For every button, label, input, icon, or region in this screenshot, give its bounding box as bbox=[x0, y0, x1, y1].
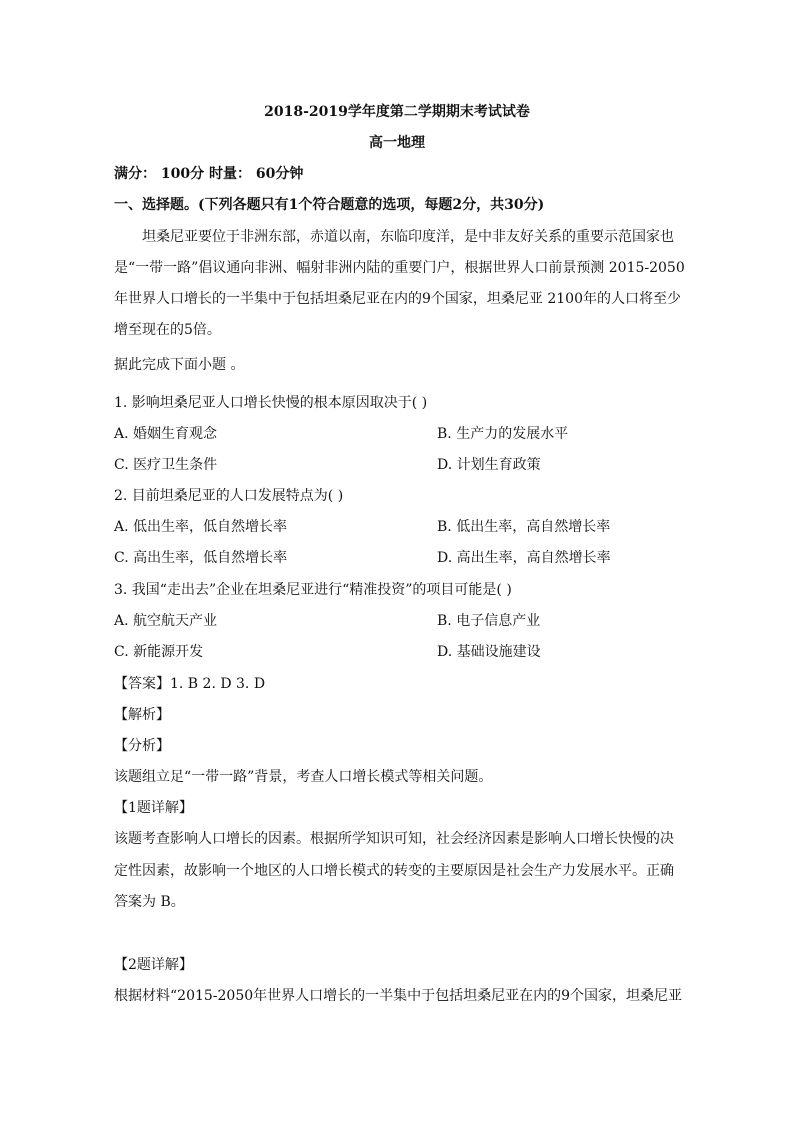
section-heading: 一、选择题。(下列各题只有1个符合题意的选项，每题2分，共30分) bbox=[114, 197, 545, 213]
document-subtitle: 高一地理 bbox=[369, 135, 425, 151]
question-2-option-c: C. 高出生率，低自然增长率 bbox=[114, 550, 288, 566]
fenxi-text: 该题组立足“一带一路”背景，考查人口增长模式等相关问题。 bbox=[114, 769, 493, 785]
question-2-option-a: A. 低出生率，低自然增长率 bbox=[114, 519, 288, 535]
q1-detail-label: 【1题详解】 bbox=[114, 800, 193, 816]
question-2-option-d: D. 高出生率，高自然增长率 bbox=[437, 550, 611, 566]
question-1-option-d: D. 计划生育政策 bbox=[437, 457, 541, 473]
question-3-option-d: D. 基础设施建设 bbox=[437, 644, 541, 660]
material-line-4: 增至现在的5倍。 bbox=[114, 322, 221, 338]
answer-line: 【答案】1. B 2. D 3. D bbox=[114, 676, 266, 692]
question-3-option-a: A. 航空航天产业 bbox=[114, 613, 218, 629]
fenxi-label: 【分析】 bbox=[114, 738, 170, 754]
question-1-option-b: B. 生产力的发展水平 bbox=[437, 426, 569, 442]
q1-detail-line-1: 该题考查影响人口增长的因素。根据所学知识可知，社会经济因素是影响人口增长快慢的决 bbox=[114, 831, 674, 847]
question-1-stem: 1. 影响坦桑尼亚人口增长快慢的根本原因取决于( ) bbox=[114, 395, 428, 411]
question-1-option-c: C. 医疗卫生条件 bbox=[114, 457, 218, 473]
q2-detail-label: 【2题详解】 bbox=[114, 957, 193, 973]
analysis-label: 【解析】 bbox=[114, 707, 170, 723]
material-line-2: 是“一带一路”倡议通向非洲、幅射非洲内陆的重要门户，根据世界人口前景预测 2015-2050 bbox=[114, 260, 685, 276]
question-3-option-c: C. 新能源开发 bbox=[114, 644, 204, 660]
material-line-1: 坦桑尼亚要位于非洲东部，赤道以南，东临印度洋，是中非友好关系的重要示范国家也 bbox=[142, 229, 674, 245]
question-3-option-b: B. 电子信息产业 bbox=[437, 613, 541, 629]
question-1-option-a: A. 婚姻生育观念 bbox=[114, 426, 218, 442]
question-2-stem: 2. 目前坦桑尼亚的人口发展特点为( ) bbox=[114, 488, 344, 504]
exam-meta: 满分： 100分 时量： 60分钟 bbox=[114, 166, 304, 182]
q2-detail-line-1: 根据材料“2015-2050年世界人口增长的一半集中于包括坦桑尼亚在内的9个国家，坦桑尼亚 bbox=[114, 988, 683, 1004]
document-title: 2018-2019学年度第二学期期末考试试卷 bbox=[264, 104, 530, 120]
material-instruction: 据此完成下面小题 。 bbox=[114, 357, 245, 373]
question-3-stem: 3. 我国“走出去”企业在坦桑尼亚进行“精准投资”的项目可能是( ) bbox=[114, 582, 512, 598]
question-2-option-b: B. 低出生率，高自然增长率 bbox=[437, 519, 611, 535]
q1-detail-line-3: 答案为 B。 bbox=[114, 894, 185, 910]
q1-detail-line-2: 定性因素，故影响一个地区的人口增长模式的转变的主要原因是社会生产力发展水平。正确 bbox=[114, 863, 674, 879]
material-line-3: 年世界人口增长的一半集中于包括坦桑尼亚在内的9个国家，坦桑尼亚 2100年的人口将至少 bbox=[114, 291, 681, 307]
